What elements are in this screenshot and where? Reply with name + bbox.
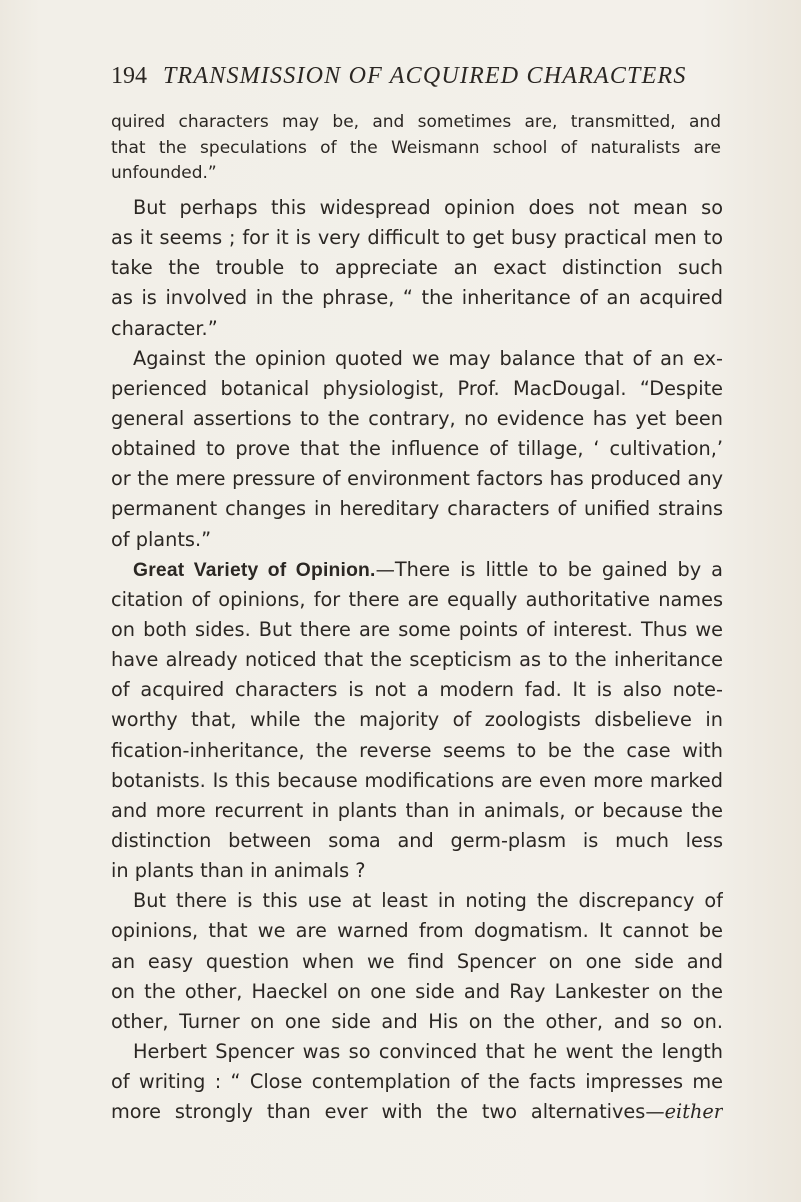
- text-line: [111, 555, 723, 585]
- text-line: quired characters may be, and sometimes are, transmitted, and: [111, 112, 721, 132]
- text-line: of writing : “ Close contemplation of the facts impresses me: [111, 1070, 723, 1094]
- text-line: Against the opinion quoted we may balance that of an ex-: [133, 346, 723, 370]
- running-header: [111, 58, 731, 94]
- text-line: as is involved in the phrase, “ the inheritance of an acquired: [111, 286, 723, 310]
- text-line: unfounded.”: [111, 163, 217, 183]
- text-run: —There is little to be gained by a: [375, 557, 723, 581]
- text-line: fication-inheritance, the reverse seems to be the case with: [111, 738, 723, 762]
- text-line: worthy that, while the majority of zoologists disbelieve in: [111, 708, 723, 732]
- text-line: But there is this use at least in noting the discrepancy of: [133, 889, 723, 913]
- text-line: of acquired characters is not a modern fad. It is also note-: [111, 678, 723, 702]
- italic-text-run: either: [664, 1100, 723, 1124]
- text-line: botanists. Is this because modifications are even more marked: [111, 768, 723, 792]
- running-title: TRANSMISSION OF ACQUIRED CHARACTERS: [163, 63, 687, 89]
- text-line: permanent changes in hereditary characters of unified strains: [111, 497, 723, 521]
- text-line: citation of opinions, for there are equally authoritative names: [111, 587, 723, 611]
- text-line: on both sides. But there are some points of interest. Thus we: [111, 617, 723, 641]
- text-line: opinions, that we are warned from dogmatism. It cannot be: [111, 919, 723, 943]
- text-line: But perhaps this widespread opinion does not mean so: [133, 196, 723, 219]
- text-line: obtained to prove that the influence of tillage, ‘ cultivation,’: [111, 437, 723, 461]
- text-line: [111, 1097, 723, 1127]
- text-line: and more recurrent in plants than in animals, or because the: [111, 798, 723, 822]
- text-line: general assertions to the contrary, no evidence has yet been: [111, 406, 723, 430]
- text-line: of plants.”: [111, 527, 212, 551]
- text-line: an easy question when we find Spencer on one side and: [111, 949, 723, 973]
- text-run: more strongly than ever with the two alternatives—: [111, 1100, 665, 1124]
- text-line: other, Turner on one side and His on the other, and so on.: [111, 1009, 723, 1033]
- text-line: Herbert Spencer was so convinced that he went the length: [133, 1039, 723, 1063]
- text-line: that the speculations of the Weismann school of naturalists are: [111, 137, 721, 158]
- text-line: character.”: [111, 316, 218, 340]
- text-line: in plants than in animals ?: [111, 859, 366, 883]
- body-text: [111, 193, 723, 1127]
- text-line: as it seems ; for it is very difficult to get busy practical men to: [111, 226, 723, 250]
- page-number: 194: [111, 63, 147, 89]
- text-line: perienced botanical physiologist, Prof. MacDougal. “Despite: [111, 376, 723, 400]
- text-line: distinction between soma and germ-plasm is much less: [111, 828, 723, 852]
- text-line: take the trouble to appreciate an exact distinction such: [111, 256, 723, 280]
- text-line: or the mere pressure of environment factors has produced any: [111, 467, 723, 491]
- text-line: on the other, Haeckel on one side and Ray Lankester on the: [111, 979, 723, 1003]
- quote-continuation: [111, 110, 721, 187]
- section-heading: Great Variety of Opinion.: [133, 559, 376, 581]
- text-line: have already noticed that the scepticism as to the inheritance: [111, 648, 723, 672]
